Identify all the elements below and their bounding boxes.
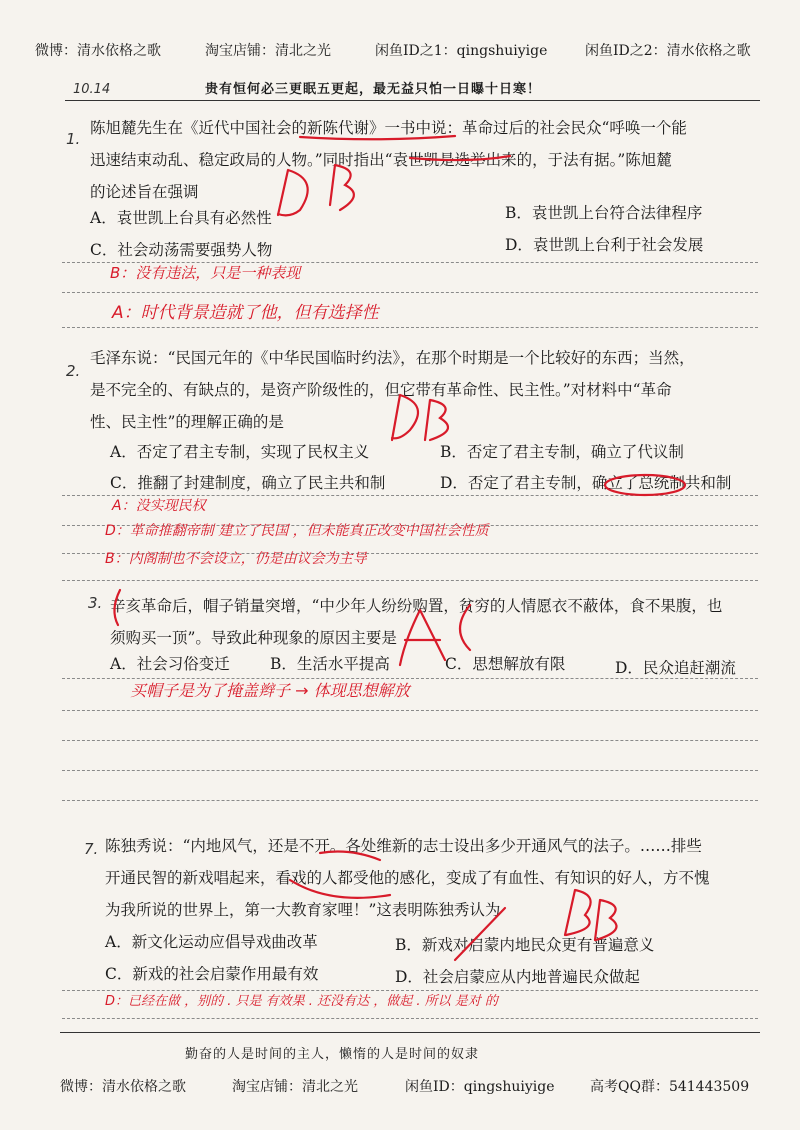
answer-mark <box>400 610 445 665</box>
option-b: B．新戏对启蒙内地民众更有普遍意义 <box>395 936 655 954</box>
underline-mark <box>290 880 390 898</box>
answer-mark <box>392 395 418 440</box>
answer-mark <box>565 890 591 935</box>
stem-line: 须购买一顶”。导致此种现象的原因主要是 <box>110 629 397 647</box>
banner-taobao: 淘宝店铺：清北之光 <box>205 43 331 59</box>
handwritten-note: B：没有违法，只是一种表现 <box>110 264 301 282</box>
option-d: D．社会启蒙应从内地普遍民众做起 <box>395 968 640 986</box>
answer-mark <box>595 900 616 940</box>
underline-mark <box>320 852 380 860</box>
answer-mark <box>460 605 470 650</box>
stem-line: 开通民智的新戏唱起来，看戏的人都受他的感化，变成了有血性、有知识的好人，方不愧 <box>105 869 710 887</box>
banner-weibo: 微博：清水依格之歌 <box>35 43 161 59</box>
option-c: C．社会动荡需要强势人物 <box>90 241 273 259</box>
stem-line: 陈独秀说：“内地风气，还是不开。各处维新的志士设出多少开通风气的法子。……排些 <box>105 837 702 855</box>
strike-mark <box>455 908 505 960</box>
option-c: C．思想解放有限 <box>445 655 566 673</box>
option-a: A．新文化运动应倡导戏曲改革 <box>105 933 318 951</box>
option-d: D．否定了君主专制，确立了总统制共和制 <box>440 474 732 492</box>
option-a: A．袁世凯上台具有必然性 <box>90 209 272 227</box>
stem-line: 是不完全的、有缺点的，是资产阶级性的，但它带有革命性、民主性。”对材料中“革命 <box>90 381 672 399</box>
question-number: 3. <box>88 594 103 612</box>
option-b: B．袁世凯上台符合法律程序 <box>505 204 703 222</box>
banner-xianyu-1: 闲鱼ID之1：qingshuiyige <box>375 43 548 59</box>
handwritten-note: B：内阁制也不会设立，仍是由议会为主导 <box>105 551 367 567</box>
option-c: C．新戏的社会启蒙作用最有效 <box>105 965 319 983</box>
option-b: B．否定了君主专制，确立了代议制 <box>440 443 684 461</box>
answer-mark <box>425 400 448 440</box>
footer-taobao: 淘宝店铺：清北之光 <box>232 1079 358 1095</box>
stem-line: 迅速结束动乱、稳定政局的人物。”同时指出“袁世凯是选举出来的，于法有据。”陈旭麓 <box>90 151 672 169</box>
stem-line: 为我所说的世界上，第一大教育家哩！”这表明陈独秀认为 <box>105 901 501 919</box>
banner-xianyu-2: 闲鱼ID之2：清水依格之歌 <box>585 43 751 59</box>
stem-line: 的论述旨在强调 <box>90 183 199 201</box>
question-number: 1. <box>66 130 81 148</box>
answer-mark <box>330 165 354 210</box>
option-d: D．袁世凯上台利于社会发展 <box>505 236 704 254</box>
circle-mark <box>605 475 685 495</box>
footer-xianyu: 闲鱼ID：qingshuiyige <box>405 1079 555 1095</box>
option-a: A．社会习俗变迁 <box>110 655 230 673</box>
handwritten-note: 买帽子是为了掩盖辫子 → 体现思想解放 <box>130 681 410 700</box>
underline-mark <box>300 136 455 139</box>
handwritten-note: D：革命推翻帝制 建立了民国 ，但未能真正改变中国社会性质 <box>105 523 489 539</box>
stem-line: 陈旭麓先生在《近代中国社会的新陈代谢》一书中说：革命过后的社会民众“呼唤一个能 <box>90 119 687 137</box>
handwritten-note: A：没实现民权 <box>112 498 206 514</box>
handwritten-note: D：已经在做 ，别的 . 只是 有效果 . 还没有达 ，做起 . 所以 是对 的 <box>105 994 498 1009</box>
stem-line: 辛亥革命后，帽子销量突增，“中少年人纷纷购置，贫穷的人情愿衣不蔽体，食不果腹，也 <box>110 597 723 615</box>
question-number: 7. <box>84 840 99 858</box>
top-motto: 贵有恒何必三更眠五更起，最无益只怕一日曝十日寒！ <box>205 82 542 97</box>
option-b: B．生活水平提高 <box>270 655 390 673</box>
stem-line: 性、民主性”的理解正确的是 <box>90 413 284 431</box>
bottom-motto: 勤奋的人是时间的主人，懒惰的人是时间的奴隶 <box>185 1047 480 1062</box>
option-a: A．否定了君主专制，实现了民权主义 <box>110 443 370 461</box>
option-d: D．民众追赶潮流 <box>615 659 736 677</box>
date-note: 10.14 <box>73 82 111 97</box>
stem-line: 毛泽东说：“民国元年的《中华民国临时约法》，在那个时期是一个比较好的东西；当然， <box>90 349 695 367</box>
option-c: C．推翻了封建制度，确立了民主共和制 <box>110 474 386 492</box>
question-number: 2. <box>66 362 81 380</box>
underline-mark <box>410 156 510 160</box>
answer-mark <box>278 170 308 215</box>
answer-mark <box>114 590 120 625</box>
handwritten-note: A：时代背景造就了他，但有选择性 <box>112 303 379 323</box>
footer-qq: 高考QQ群：541443509 <box>590 1079 750 1095</box>
footer-weibo: 微博：清水依格之歌 <box>60 1079 186 1095</box>
